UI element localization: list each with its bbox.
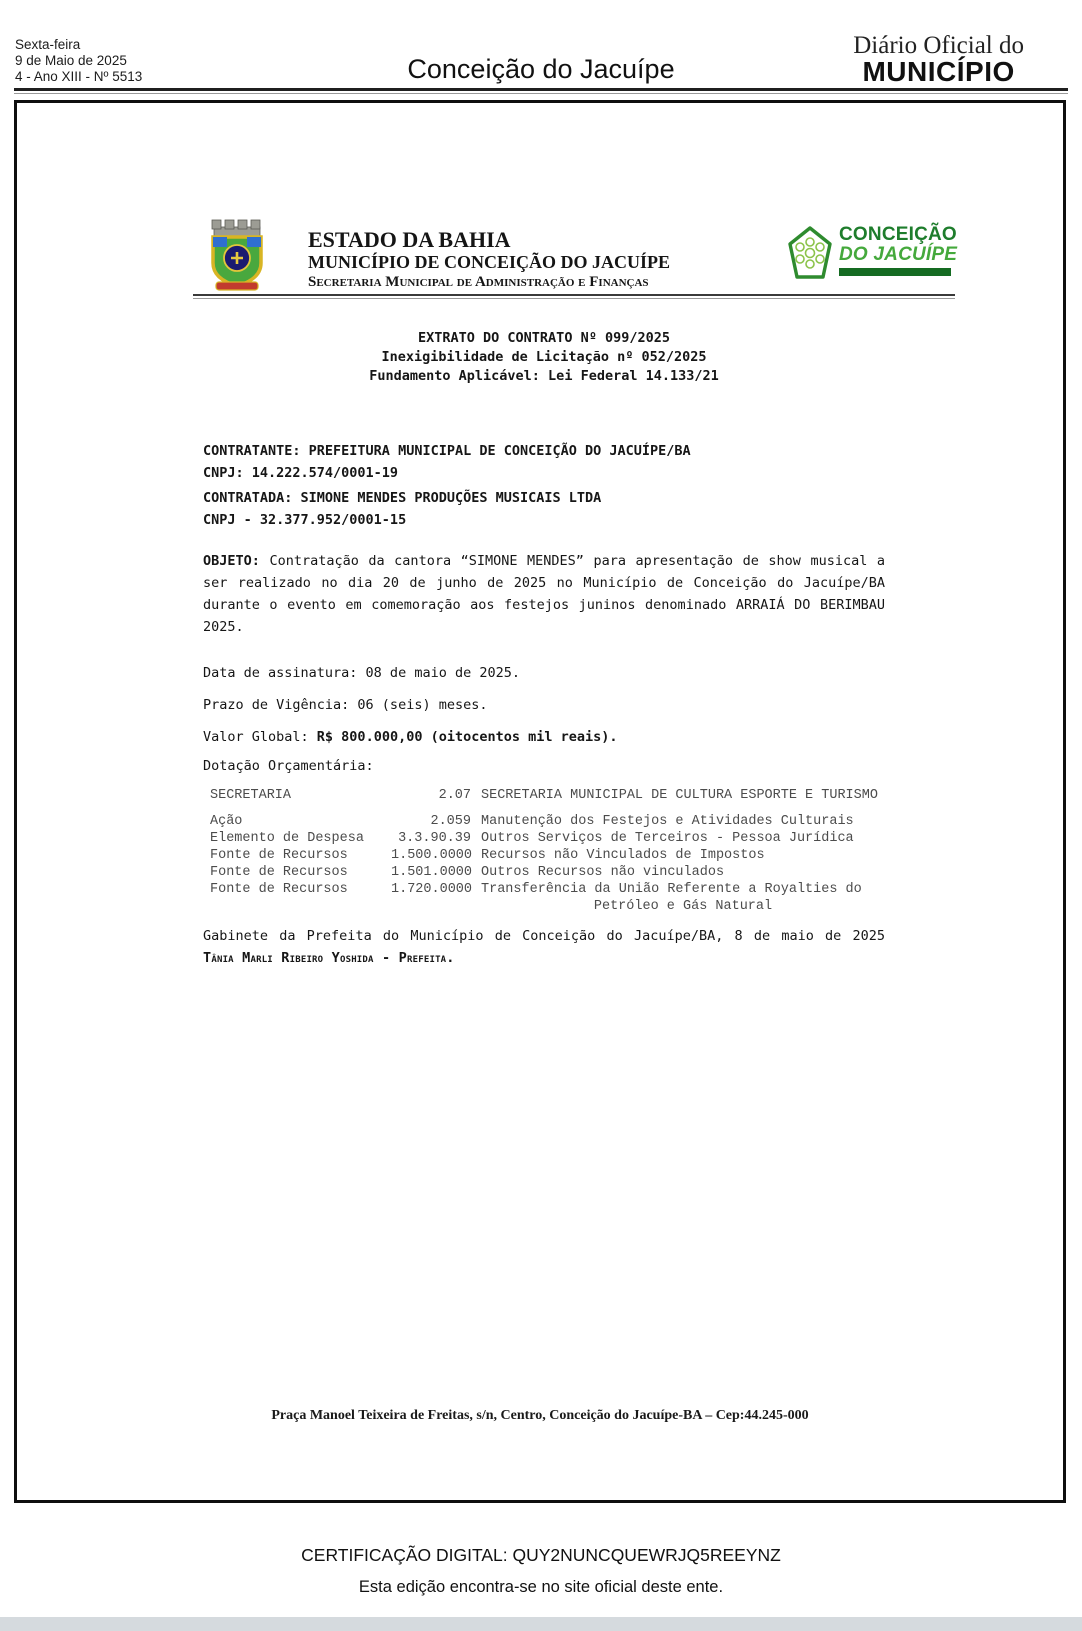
table-row	[203, 881, 885, 915]
row-label: Fonte de Recursos	[210, 865, 348, 880]
mayor-signature: Tânia Marli Ribeiro Yoshida - Prefeita.	[203, 950, 455, 966]
contratada-line: CONTRATADA: SIMONE MENDES PRODUÇÕES MUSICAIS LTDA	[203, 490, 602, 506]
contratada-block	[203, 487, 885, 531]
row-label: Fonte de Recursos	[210, 882, 348, 897]
city-brand	[787, 225, 957, 288]
row-code: 1.720.0000	[391, 882, 473, 897]
contratante-block	[203, 440, 885, 484]
contract-subtitle-1: Inexigibilidade de Licitação nº 052/2025	[381, 349, 707, 365]
table-row	[203, 787, 885, 804]
row-code: 3.3.90.39	[398, 831, 471, 846]
gazette-logo-bottom: MUNICÍPIO	[862, 56, 1015, 87]
row-code: 2.059	[430, 814, 471, 829]
table-row	[203, 847, 885, 864]
contract-heading	[203, 329, 885, 386]
vigencia-line: Prazo de Vigência: 06 (seis) meses.	[203, 697, 488, 713]
row-code: 1.500.0000	[391, 848, 473, 863]
row-label: Ação	[210, 814, 243, 829]
row-desc-line1: Transferência da União Referente a Royalties do	[481, 882, 862, 897]
gazette-logo	[853, 33, 1024, 85]
valor-value: R$ 800.000,00 (oitocentos mil reais).	[316, 729, 618, 745]
contratante-cnpj: CNPJ: 14.222.574/0001-19	[203, 465, 399, 481]
row-desc: Manutenção dos Festejos e Atividades Culturais	[481, 814, 854, 829]
contratada-cnpj: CNPJ - 32.377.952/0001-15	[203, 512, 407, 528]
edition-weekday: Sexta-feira	[15, 37, 81, 52]
gazette-logo-top: Diário Oficial do	[853, 32, 1024, 59]
contract-extract	[203, 329, 885, 969]
document-frame	[14, 100, 1066, 1503]
digital-certification: CERTIFICAÇÃO DIGITAL: QUY2NUNCQUEWRJQ5REEYNZ	[301, 1545, 781, 1565]
city-logo-name-1: CONCEIÇÃO	[839, 224, 957, 245]
objeto-paragraph	[203, 550, 885, 638]
masthead-city-title: Conceição do Jacuípe	[407, 54, 675, 84]
gabinete-line: Gabinete da Prefeita do Município de Conceição do Jacuípe/BA, 8 de maio de 2025	[203, 928, 885, 944]
row-label: Elemento de Despesa	[210, 831, 364, 846]
masthead-divider	[14, 88, 1068, 94]
objeto-label: OBJETO:	[203, 553, 260, 569]
row-desc: Outros Serviços de Terceiros - Pessoa Jurídica	[481, 831, 854, 846]
valor-line	[203, 726, 885, 748]
contract-subtitle-2: Fundamento Aplicável: Lei Federal 14.133/21	[369, 368, 719, 384]
row-desc	[481, 881, 885, 915]
coat-of-arms-icon	[205, 218, 269, 297]
objeto-text: Contratação da cantora “SIMONE MENDES” para apresentação de show musical a ser realizado no dia 20 de junho de 2025 no Município de Conceição do Jacuípe/BA durante o evento em comemoração aos festejos juninos denominado ARRAIÁ DO BERIMBAU 2025.	[203, 553, 885, 635]
bottom-strip	[0, 1617, 1082, 1631]
site-note: Esta edição encontra-se no site oficial deste ente.	[358, 1578, 724, 1596]
letterhead	[308, 227, 670, 292]
valor-label: Valor Global:	[203, 729, 317, 745]
row-desc: SECRETARIA MUNICIPAL DE CULTURA ESPORTE E TURISMO	[481, 788, 878, 803]
assinatura-line: Data de assinatura: 08 de maio de 2025.	[203, 665, 520, 681]
edition-number: 4 - Ano XIII - Nº 5513	[15, 69, 143, 84]
letterhead-department: Secretaria Municipal de Administração e Finanças	[308, 274, 649, 290]
row-label: SECRETARIA	[210, 788, 292, 803]
contratante-line: CONTRATANTE: PREFEITURA MUNICIPAL DE CONCEIÇÃO DO JACUÍPE/BA	[203, 443, 691, 459]
table-row	[203, 813, 885, 830]
city-logo-icon	[787, 225, 833, 288]
dotacao-table	[203, 787, 885, 915]
row-desc: Outros Recursos não vinculados	[481, 865, 725, 880]
table-row	[203, 864, 885, 881]
letterhead-municipality: MUNICÍPIO DE CONCEIÇÃO DO JACUÍPE	[308, 252, 671, 272]
contract-title: EXTRATO DO CONTRATO Nº 099/2025	[418, 330, 670, 346]
row-label: Fonte de Recursos	[210, 848, 348, 863]
row-code: 2.07	[438, 788, 471, 803]
city-logo-wordmark	[839, 225, 957, 276]
row-desc: Recursos não Vinculados de Impostos	[481, 848, 765, 863]
dotacao-label: Dotação Orçamentária:	[203, 758, 374, 774]
letterhead-divider	[193, 294, 955, 299]
city-logo-underline	[839, 268, 951, 276]
letterhead-state: ESTADO DA BAHIA	[308, 227, 511, 252]
edition-date: 9 de Maio de 2025	[15, 53, 127, 68]
city-logo-name-2: DO JACUÍPE	[839, 244, 958, 265]
table-row	[203, 830, 885, 847]
row-code: 1.501.0000	[391, 865, 473, 880]
address-footer: Praça Manoel Teixeira de Freitas, s/n, Centro, Conceição do Jacuípe-BA – Cep:44.245-000	[271, 1408, 809, 1423]
row-desc-line2: Petróleo e Gás Natural	[593, 899, 773, 914]
